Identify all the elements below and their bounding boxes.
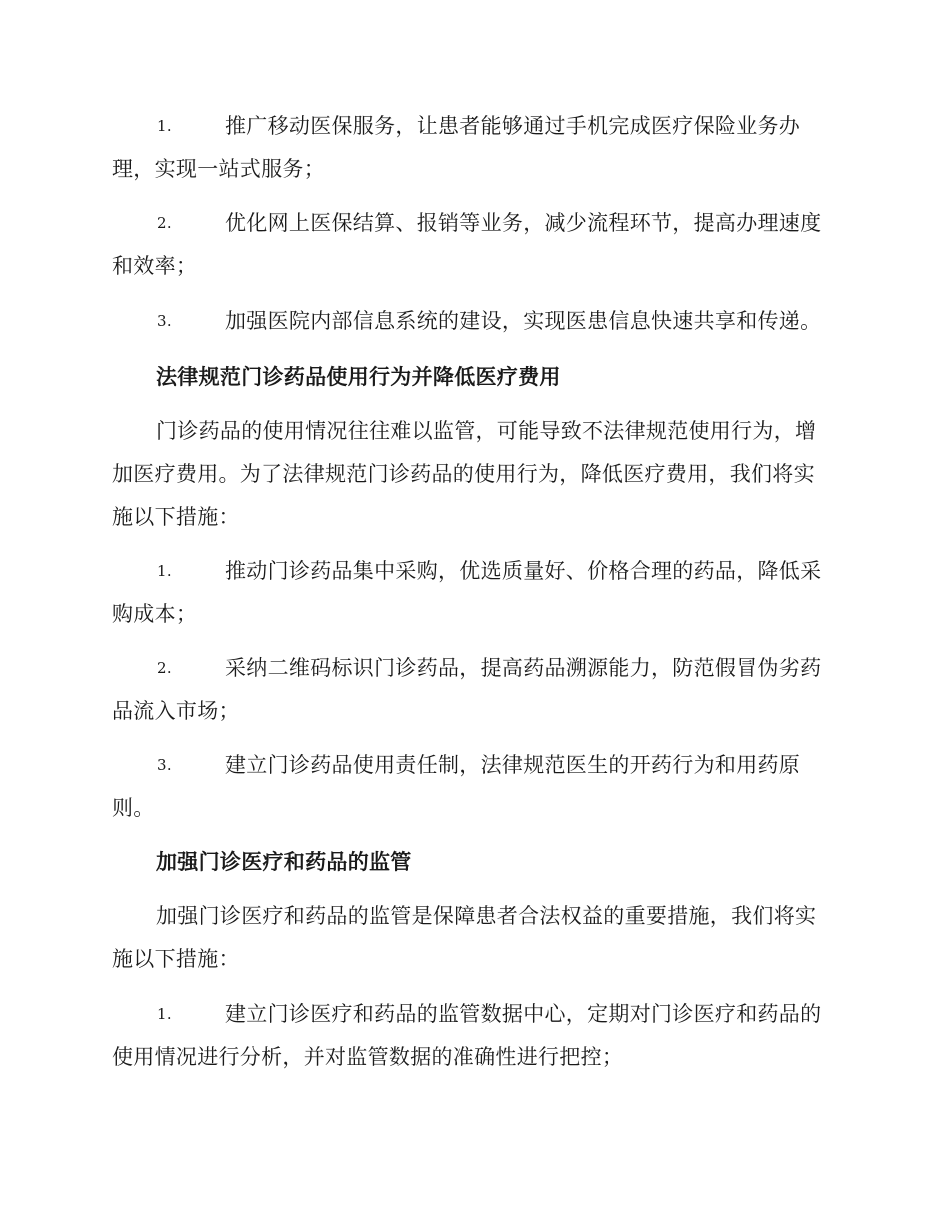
list-item — [112, 744, 834, 830]
paragraph: 加强门诊医疗和药品的监管是保障患者合法权益的重要措施，我们将实施以下措施： — [112, 904, 817, 971]
list-text: 建立门诊医疗和药品的监管数据中心，定期对门诊医疗和药品的使用情况进行分析，并对监管数据的准确性进行把控； — [112, 1002, 822, 1069]
list-text: 推动门诊药品集中采购，优选质量好、价格合理的药品，降低采购成本； — [112, 559, 822, 626]
list-number: 1. — [157, 1005, 172, 1023]
list-text: 加强医院内部信息系统的建设，实现医患信息快速共享和传递。 — [225, 309, 822, 333]
list-number: 1. — [157, 562, 172, 580]
list-text: 采纳二维码标识门诊药品，提高药品溯源能力，防范假冒伪劣药品流入市场； — [112, 656, 822, 723]
list-text: 建立门诊药品使用责任制，法律规范医生的开药行为和用药原则。 — [112, 753, 801, 820]
list-item — [112, 647, 834, 733]
list-text: 推广移动医保服务，让患者能够通过手机完成医疗保险业务办理，实现一站式服务； — [112, 114, 801, 181]
list-item — [112, 993, 834, 1079]
list-number: 2. — [157, 659, 172, 677]
list-item — [112, 300, 834, 343]
list-number: 1. — [157, 117, 172, 135]
list-text: 优化网上医保结算、报销等业务，减少流程环节，提高办理速度和效率； — [112, 211, 822, 278]
list-number: 2. — [157, 214, 172, 232]
section-heading: 法律规范门诊药品使用行为并降低医疗费用 — [156, 364, 561, 389]
list-item — [112, 550, 834, 636]
section-heading: 加强门诊医疗和药品的监管 — [156, 849, 412, 874]
list-item — [112, 105, 834, 191]
paragraph: 门诊药品的使用情况往往难以监管，可能导致不法律规范使用行为，增加医疗费用。为了法律规范门诊药品的使用行为，降低医疗费用，我们将实施以下措施： — [112, 419, 817, 529]
list-number: 3. — [157, 756, 172, 774]
list-number: 3. — [157, 312, 172, 330]
list-item — [112, 202, 834, 288]
